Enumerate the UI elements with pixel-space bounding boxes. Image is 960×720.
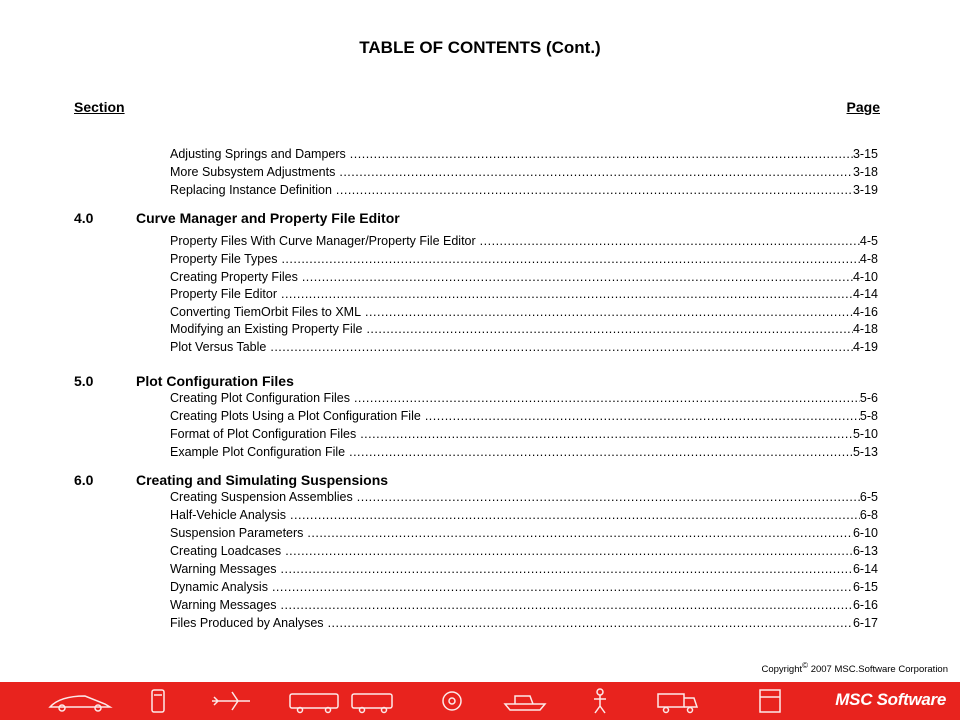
toc-entry-title: Plot Versus Table	[170, 340, 267, 354]
toc-entry	[170, 270, 878, 285]
toc-entry	[170, 445, 878, 460]
section-number: 6.0	[74, 472, 94, 488]
toc-entry	[170, 409, 878, 424]
leader-dots	[302, 270, 853, 285]
toc-entry-page: 4-14	[852, 287, 878, 301]
toc-entry-page: 5-10	[852, 427, 878, 441]
leader-dots	[339, 165, 853, 180]
section-heading	[74, 373, 294, 389]
toc-entry	[170, 391, 878, 406]
section-column-header: Section	[74, 99, 125, 115]
leader-dots	[365, 305, 853, 320]
toc-entry	[170, 490, 878, 505]
toc-entry	[170, 305, 878, 320]
phone-icon	[152, 690, 164, 712]
ship-icon	[505, 696, 545, 710]
section-title: Curve Manager and Property File Editor	[136, 210, 400, 226]
toc-entry	[170, 580, 878, 595]
toc-entry-title: Property File Types	[170, 252, 278, 266]
section-number: 5.0	[74, 373, 94, 389]
brand-logo: MSC Software	[835, 690, 946, 709]
car-icon	[50, 696, 110, 711]
toc-entry-page: 6-17	[852, 616, 878, 630]
leader-dots	[350, 147, 853, 162]
leader-dots	[336, 183, 853, 198]
toc-entry-title: Creating Loadcases	[170, 544, 282, 558]
toc-entry-title: Adjusting Springs and Dampers	[170, 147, 346, 161]
toc-entry-page: 6-5	[859, 490, 878, 504]
toc-entry	[170, 287, 878, 302]
leader-dots	[285, 544, 853, 559]
toc-entry-title: Dynamic Analysis	[170, 580, 268, 594]
toc-entry-title: Replacing Instance Definition	[170, 183, 332, 197]
toc-entry	[170, 508, 878, 523]
section-title: Creating and Simulating Suspensions	[136, 472, 389, 488]
copyright-notice: Copyright© 2007 MSC.Software Corporation	[761, 661, 948, 676]
leader-dots	[354, 391, 860, 406]
footer-bar	[0, 682, 960, 720]
leader-dots	[357, 490, 860, 505]
toc-entry-page: 5-8	[859, 409, 878, 423]
section-title: Plot Configuration Files	[136, 373, 294, 389]
toc-entry	[170, 234, 878, 249]
section-number: 4.0	[74, 210, 94, 226]
leader-dots	[281, 287, 853, 302]
toc-entry	[170, 147, 878, 162]
page-column-header: Page	[846, 99, 880, 115]
toc-entry-page: 3-18	[852, 165, 878, 179]
toc-entry	[170, 544, 878, 559]
person-icon	[594, 689, 606, 713]
leader-dots	[366, 322, 853, 337]
toc-entry-title: Suspension Parameters	[170, 526, 304, 540]
toc-entry-page: 4-18	[852, 322, 878, 336]
toc-entry	[170, 340, 878, 355]
toc-entry	[170, 165, 878, 180]
toc-entry-page: 3-19	[852, 183, 878, 197]
toc-entry-page: 4-19	[852, 340, 878, 354]
leader-dots	[270, 340, 853, 355]
bus-icon	[290, 694, 338, 713]
toc-entry-title: Creating Suspension Assemblies	[170, 490, 353, 504]
footer-icons	[0, 682, 960, 720]
toc-entry-page: 3-15	[852, 147, 878, 161]
gear-icon	[443, 692, 461, 710]
toc-entry	[170, 427, 878, 442]
toc-entry-title: Creating Plots Using a Plot Configuration File	[170, 409, 421, 423]
leader-dots	[272, 580, 853, 595]
leader-dots	[281, 562, 853, 577]
toc-entry	[170, 183, 878, 198]
leader-dots	[349, 445, 853, 460]
toc-entry-page: 6-10	[852, 526, 878, 540]
toc-entry	[170, 526, 878, 541]
toc-entry-title: Warning Messages	[170, 562, 277, 576]
toc-entry-page: 6-16	[852, 598, 878, 612]
toc-entry	[170, 616, 878, 631]
toc-entry-title: Half-Vehicle Analysis	[170, 508, 287, 522]
toc-entry-page: 4-16	[852, 305, 878, 319]
leader-dots	[307, 526, 853, 541]
section-heading	[74, 210, 400, 226]
leader-dots	[281, 252, 859, 267]
toc-entry-title: Property Files With Curve Manager/Property File Editor	[170, 234, 476, 248]
page-title: TABLE OF CONTENTS (Cont.)	[359, 38, 601, 57]
truck-icon	[658, 694, 697, 713]
toc-entry-page: 6-15	[852, 580, 878, 594]
toc-entry	[170, 252, 878, 267]
leader-dots	[480, 234, 860, 249]
leader-dots	[281, 598, 853, 613]
toc-entry-page: 4-5	[859, 234, 878, 248]
bus-icon-2	[352, 694, 392, 713]
toc-entry-title: Files Produced by Analyses	[170, 616, 324, 630]
toc-entry-page: 5-6	[859, 391, 878, 405]
toc-entry	[170, 322, 878, 337]
toc-entry-title: Property File Editor	[170, 287, 277, 301]
leader-dots	[328, 616, 853, 631]
toc-entry-title: Example Plot Configuration File	[170, 445, 346, 459]
toc-entry-page: 6-14	[852, 562, 878, 576]
toc-entry-page: 4-8	[859, 252, 878, 266]
toc-entry-title: Format of Plot Configuration Files	[170, 427, 357, 441]
leader-dots	[290, 508, 860, 523]
toc-entry-title: Warning Messages	[170, 598, 277, 612]
toc-entry	[170, 598, 878, 613]
toc-entry-title: More Subsystem Adjustments	[170, 165, 336, 179]
toc-entry-page: 6-8	[859, 508, 878, 522]
toc-entry-page: 6-13	[852, 544, 878, 558]
appliance-icon	[760, 690, 780, 712]
toc-entry-page: 5-13	[852, 445, 878, 459]
toc-entry-title: Converting TiemOrbit Files to XML	[170, 305, 362, 319]
leader-dots	[360, 427, 853, 442]
toc-entry	[170, 562, 878, 577]
toc-entry-title: Creating Property Files	[170, 270, 298, 284]
section-heading	[74, 472, 388, 488]
toc-entry-page: 4-10	[852, 270, 878, 284]
toc-entry-title: Modifying an Existing Property File	[170, 322, 363, 336]
toc-entry-title: Creating Plot Configuration Files	[170, 391, 350, 405]
airplane-icon	[212, 692, 250, 710]
leader-dots	[425, 409, 860, 424]
